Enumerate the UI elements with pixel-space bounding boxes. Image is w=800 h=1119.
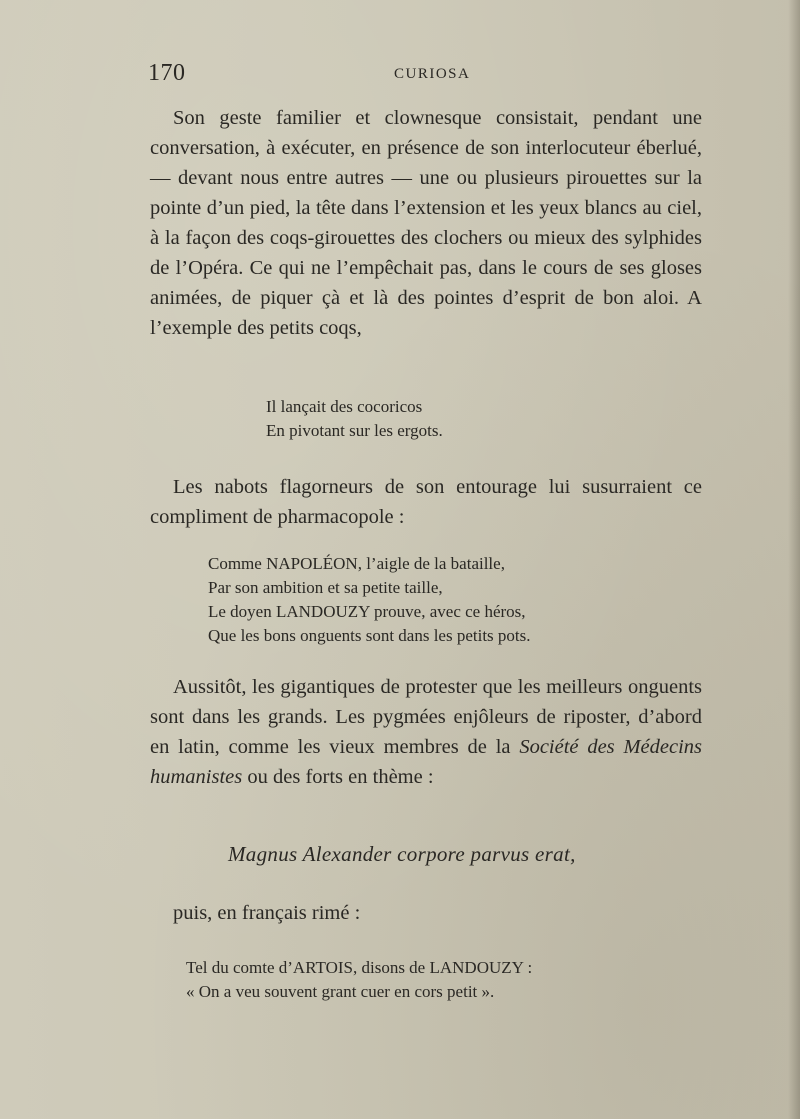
verse-cocoricos [266,395,443,443]
paragraph-francais: puis, en français rimé : [173,902,361,924]
verse-line: Comme NAPOLÉON, l’aigle de la bataille, [208,554,505,573]
verse-line: Que les bons onguents sont dans les petits pots. [208,626,531,645]
verse-line: « On a veu souvent grant cuer en cors petit ». [186,982,495,1001]
paragraph-pirouettes: Son geste familier et clownesque consistait, pendant une conversation, à exécuter, en présence de son interlocuteur éberlué, — devant nous entre autres — une ou plusieurs pirouettes sur la pointe d’un pied, la tête dans l’extension et les yeux blancs au ciel, à la façon des coqs-girouettes des clochers ou mieux des sylphides de l’Opéra. Ce qui ne l’empêchait pas, dans le cours de ses gloses animées, de piquer çà et là des pointes d’esprit de bon aloi. A l’exemple des petits coqs, [150,107,702,339]
paragraph-text: Aussitôt, les gigantiques de protester que les meilleurs onguents sont dans les grands. Les pygmées enjôleurs de riposter, d’abord en latin, comme les vieux membres de la [150,676,702,758]
paragraph-text: ou des forts en thème : [242,766,434,788]
verse-line: En pivotant sur les ergots. [266,421,443,440]
latin-line: Magnus Alexander corpore parvus erat, [228,842,576,866]
running-head: CURIOSA [394,66,471,82]
page-header [148,60,708,90]
verse-artois [186,956,532,1004]
verse-line: Par son ambition et sa petite taille, [208,578,443,597]
page-edge-shadow [788,0,800,1119]
latin-quotation [228,842,576,867]
society-name: Société des Médecins humanistes [150,736,703,788]
verse-line: Il lançait des cocoricos [266,397,423,416]
paragraph-gigantiques [150,672,702,792]
paragraph-nabots: Les nabots flagorneurs de son entourage lui susurraient ce compliment de pharmacopole : [150,476,702,528]
page-number: 170 [148,60,186,86]
verse-napoleon [208,552,531,648]
verse-line: Tel du comte d’ARTOIS, disons de LANDOUZY : [186,958,533,977]
verse-line: Le doyen LANDOUZY prouve, avec ce héros, [208,602,526,621]
